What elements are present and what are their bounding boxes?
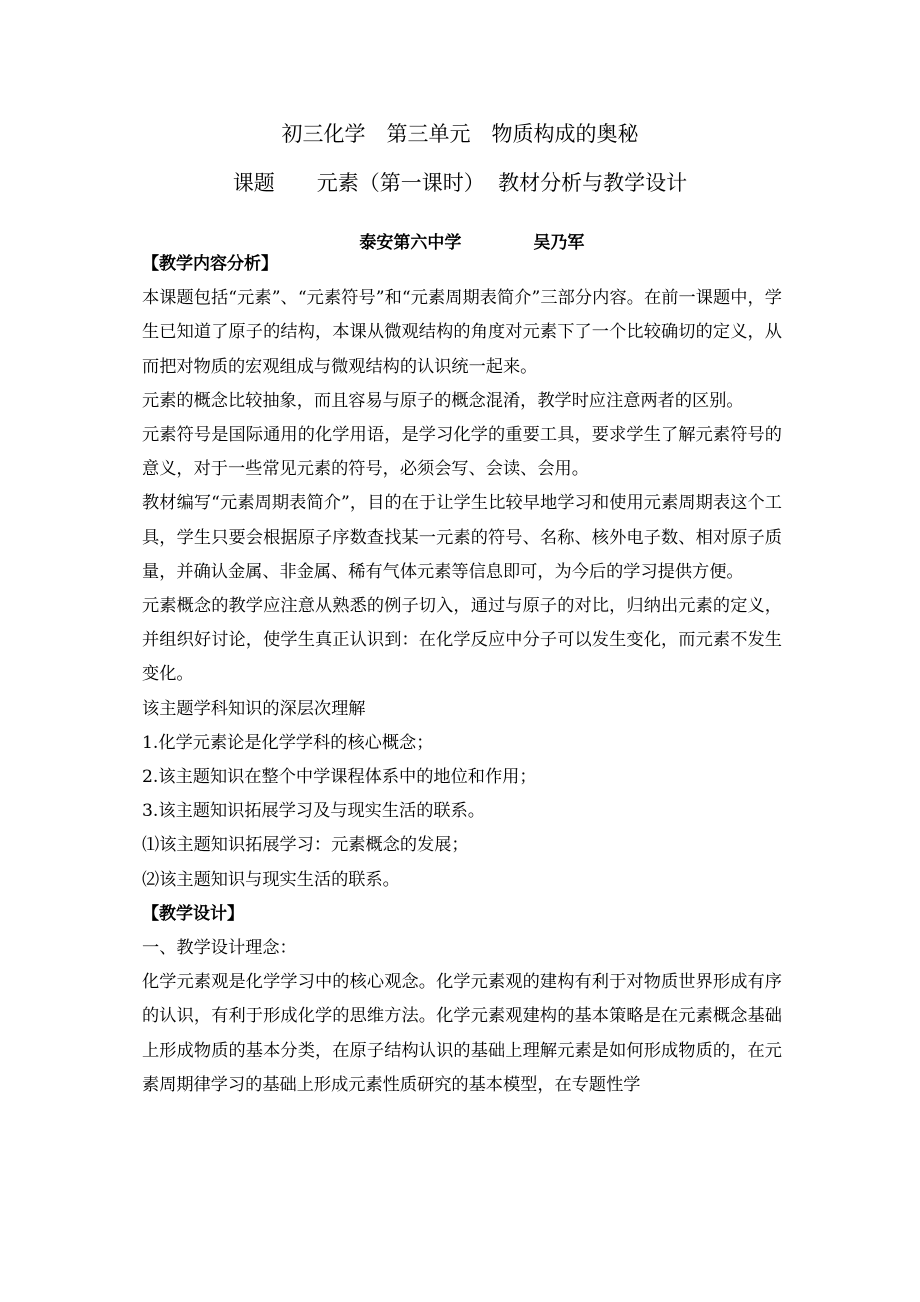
paragraph: 化学元素观是化学学习中的核心观念。化学元素观的建构有利于对物质世界形成有序的认识，有利于形成化学的思维方法。化学元素观建构的基本策略是在元素概念基础上形成物质的基本分类，在原子结构认识的基础上理解元素是如何形成物质的，在元素周期律学习的基础上形成元素性质研究的基本模型，在专题性学 [142, 972, 782, 1095]
document-subtitle: 课题 元素（第一课时） 教材分析与教学设计 [232, 171, 688, 195]
document-title: 初三化学 第三单元 物质构成的奥秘 [281, 122, 639, 146]
paragraph: 元素的概念比较抽象，而且容易与原子的概念混淆，教学时应注意两者的区别。 [142, 390, 744, 411]
paragraph: 本课题包括“元素”、“元素符号”和“元素周期表简介”三部分内容。在前一课题中，学生已知道了原子的结构，本课从微观结构的角度对元素下了一个比较确切的定义，从而把对物质的宏观组成与微观结构的认识统一起来。 [142, 288, 782, 377]
section-heading-content-analysis: 【教学内容分析】 [142, 254, 278, 274]
paragraph: 元素概念的教学应注意从熟悉的例子切入，通过与原子的对比，归纳出元素的定义，并组织好讨论，使学生真正认识到：在化学反应中分子可以发生变化，而元素不发生变化。 [142, 596, 782, 685]
list-item: 1.化学元素论是化学学科的核心概念； [142, 732, 434, 753]
list-item: 3.该主题知识拓展学习及与现实生活的联系。 [142, 801, 485, 822]
sub-list-item: ⑵该主题知识与现实生活的联系。 [142, 869, 400, 890]
author-name: 吴乃军 [533, 233, 585, 253]
paragraph: 该主题学科知识的深层次理解 [142, 698, 366, 719]
list-item: 2.该主题知识在整个中学课程体系中的地位和作用； [142, 767, 537, 788]
school-name: 泰安第六中学 [359, 233, 462, 253]
section-heading-teaching-design: 【教学设计】 [142, 903, 244, 924]
paragraph: 教材编写“元素周期表简介”，目的在于让学生比较早地学习和使用元素周期表这个工具，学生只要会根据原子序数查找某一元素的符号、名称、核外电子数、相对原子质量，并确认金属、非金属、稀有气体元素等信息即可，为今后的学习提供方便。 [142, 493, 782, 582]
paragraph: 元素符号是国际通用的化学用语，是学习化学的重要工具，要求学生了解元素符号的意义，对于一些常见元素的符号，必须会写、会读、会用。 [142, 425, 782, 480]
document-body [142, 247, 782, 1102]
sub-heading: 一、教学设计理念： [142, 938, 297, 959]
sub-list-item: ⑴该主题知识拓展学习：元素概念的发展； [142, 835, 469, 856]
